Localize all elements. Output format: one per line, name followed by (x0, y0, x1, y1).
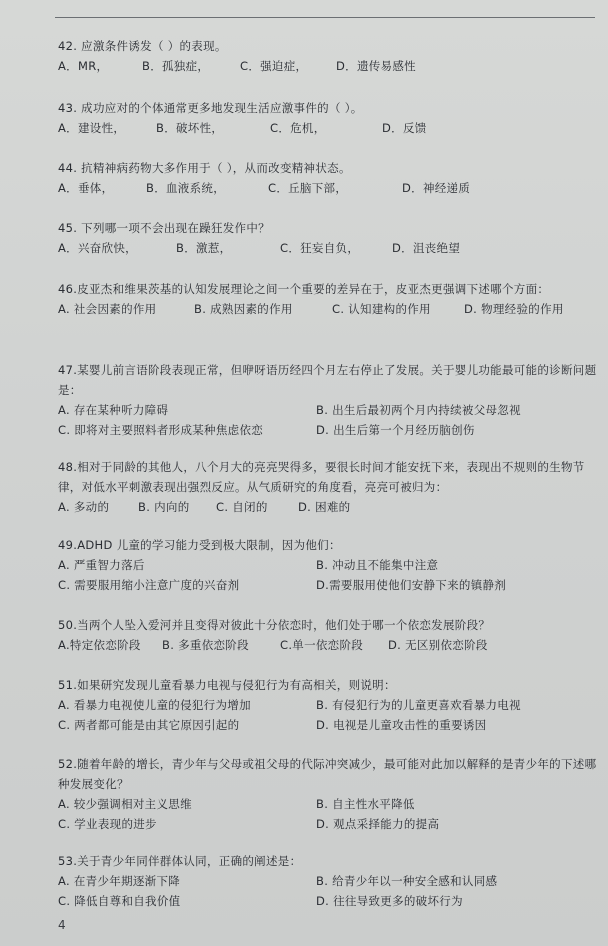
option-b: B．血液系统， (146, 181, 225, 195)
option-row (58, 635, 598, 655)
question-52 (58, 754, 598, 834)
question-stem: 53.关于青少年同伴群体认同，正确的阐述是： (58, 854, 302, 868)
question-49 (58, 535, 598, 595)
option-c: C．强迫症， (240, 59, 308, 73)
option-d: D. 困难的 (298, 500, 351, 514)
option-c: C. 两者都可能是由其它原因引起的 (58, 718, 240, 732)
option-b: B．激惹， (176, 241, 232, 255)
option-a: A．垂体， (58, 181, 114, 195)
question-stem: 51.如果研究发现儿童看暴力电视与侵犯行为有高相关，则说明： (58, 678, 396, 692)
option-row (58, 56, 598, 76)
question-45 (58, 218, 598, 258)
option-b: B. 内向的 (138, 500, 190, 514)
option-b: B. 多重依恋阶段 (162, 638, 249, 652)
question-stem: 46.皮亚杰和维果茨基的认知发展理论之间一个重要的差异在于，皮亚杰更强调下述哪个方面： (58, 282, 550, 296)
option-a: A. 多动的 (58, 500, 110, 514)
option-d: D. 无区别依恋阶段 (388, 638, 488, 652)
option-c: C．丘脑下部， (268, 181, 348, 195)
question-48 (58, 457, 598, 517)
option-d: D．沮丧绝望 (392, 241, 461, 255)
option-a: A. 看暴力电视使儿童的侵犯行为增加 (58, 698, 251, 712)
question-46 (58, 279, 598, 319)
option-grid (58, 400, 598, 440)
option-a: A.特定依恋阶段 (58, 638, 141, 652)
question-47 (58, 360, 598, 440)
option-a: A. 在青少年期逐渐下降 (58, 874, 181, 888)
option-row (58, 299, 598, 319)
option-a: A. 严重智力落后 (58, 558, 145, 572)
option-b: B. 给青少年以一种安全感和认同感 (316, 874, 498, 888)
option-b: B. 出生后最初两个月内持续被父母忽视 (316, 403, 521, 417)
header-rule (55, 17, 595, 18)
option-c: C．危机， (270, 121, 326, 135)
question-43 (58, 98, 598, 138)
option-c: C. 认知建构的作用 (332, 302, 431, 316)
option-a: A. 较少强调相对主义思维 (58, 797, 192, 811)
question-stem: 45. 下列哪一项不会出现在躁狂发作中？ (58, 221, 270, 235)
question-53 (58, 851, 598, 911)
question-stem: 47.某婴儿前言语阶段表现正常，但咿呀语历经四个月左右停止了发展。关于婴儿功能最可能的诊断问题是： (58, 363, 597, 397)
question-50 (58, 615, 598, 655)
option-a: A．MR， (58, 59, 109, 73)
option-d: D.需要服用使他们安静下来的镇静剂 (316, 578, 507, 592)
option-row (58, 238, 598, 258)
option-grid (58, 871, 598, 911)
option-a: A. 社会因素的作用 (58, 302, 157, 316)
option-d: D．遗传易感性 (336, 59, 416, 73)
option-c: C．狂妄自负， (280, 241, 360, 255)
option-row (58, 178, 598, 198)
option-b: B．孤独症， (142, 59, 210, 73)
option-d: D. 出生后第一个月经历脑创伤 (316, 423, 475, 437)
option-c: C. 降低自尊和自我价值 (58, 894, 181, 908)
option-d: D. 往往导致更多的破坏行为 (316, 894, 463, 908)
question-stem: 50.当两个人坠入爱河并且变得对彼此十分依恋时，他们处于哪一个依恋发展阶段？ (58, 618, 491, 632)
option-d: D．反馈 (382, 121, 427, 135)
option-grid (58, 794, 598, 834)
question-stem: 44. 抗精神病药物大多作用于（ ），从而改变精神状态。 (58, 161, 351, 175)
question-stem: 43. 成功应对的个体通常更多地发现生活应激事件的（ ）。 (58, 101, 363, 115)
option-c: C. 需要服用缩小注意广度的兴奋剂 (58, 578, 240, 592)
question-stem: 49.ADHD 儿童的学习能力受到极大限制，因为他们： (58, 538, 341, 552)
option-c: C. 即将对主要照料者形成某种焦虑依恋 (58, 423, 264, 437)
question-stem: 48.相对于同龄的其他人，八个月大的亮亮哭得多，要很长时间才能安抚下来，表现出不规则的生物节律，对低水平刺激表现出强烈反应。从气质研究的角度看，亮亮可被归为： (58, 460, 585, 494)
option-d: D. 电视是儿童攻击性的重要诱因 (316, 718, 487, 732)
option-c: C.单一依恋阶段 (280, 638, 364, 652)
option-b: B. 成熟因素的作用 (194, 302, 293, 316)
question-stem: 52.随着年龄的增长，青少年与父母或祖父母的代际冲突减少，最可能对此加以解释的是青少年的下述哪种发展变化？ (58, 757, 597, 791)
option-c: C. 自闭的 (216, 500, 268, 514)
question-51 (58, 675, 598, 735)
option-d: D．神经递质 (402, 181, 471, 195)
option-grid (58, 695, 598, 735)
option-d: D. 观点采择能力的提高 (316, 817, 440, 831)
question-stem: 42. 应激条件诱发（ ）的表现。 (58, 39, 227, 53)
option-row (58, 118, 598, 138)
option-a: A．兴奋欣快， (58, 241, 137, 255)
option-a: A．建设性， (58, 121, 126, 135)
option-b: B．破坏性， (156, 121, 224, 135)
option-grid (58, 555, 598, 595)
option-c: C. 学业表现的进步 (58, 817, 157, 831)
option-b: B. 有侵犯行为的儿童更喜欢看暴力电视 (316, 698, 521, 712)
page-number: 4 (58, 918, 66, 932)
option-d: D. 物理经验的作用 (464, 302, 564, 316)
option-b: B. 自主性水平降低 (316, 797, 415, 811)
option-a: A. 存在某种听力障碍 (58, 403, 169, 417)
option-row (58, 497, 598, 517)
option-b: B. 冲动且不能集中注意 (316, 558, 439, 572)
question-42 (58, 36, 598, 76)
question-44 (58, 158, 598, 198)
